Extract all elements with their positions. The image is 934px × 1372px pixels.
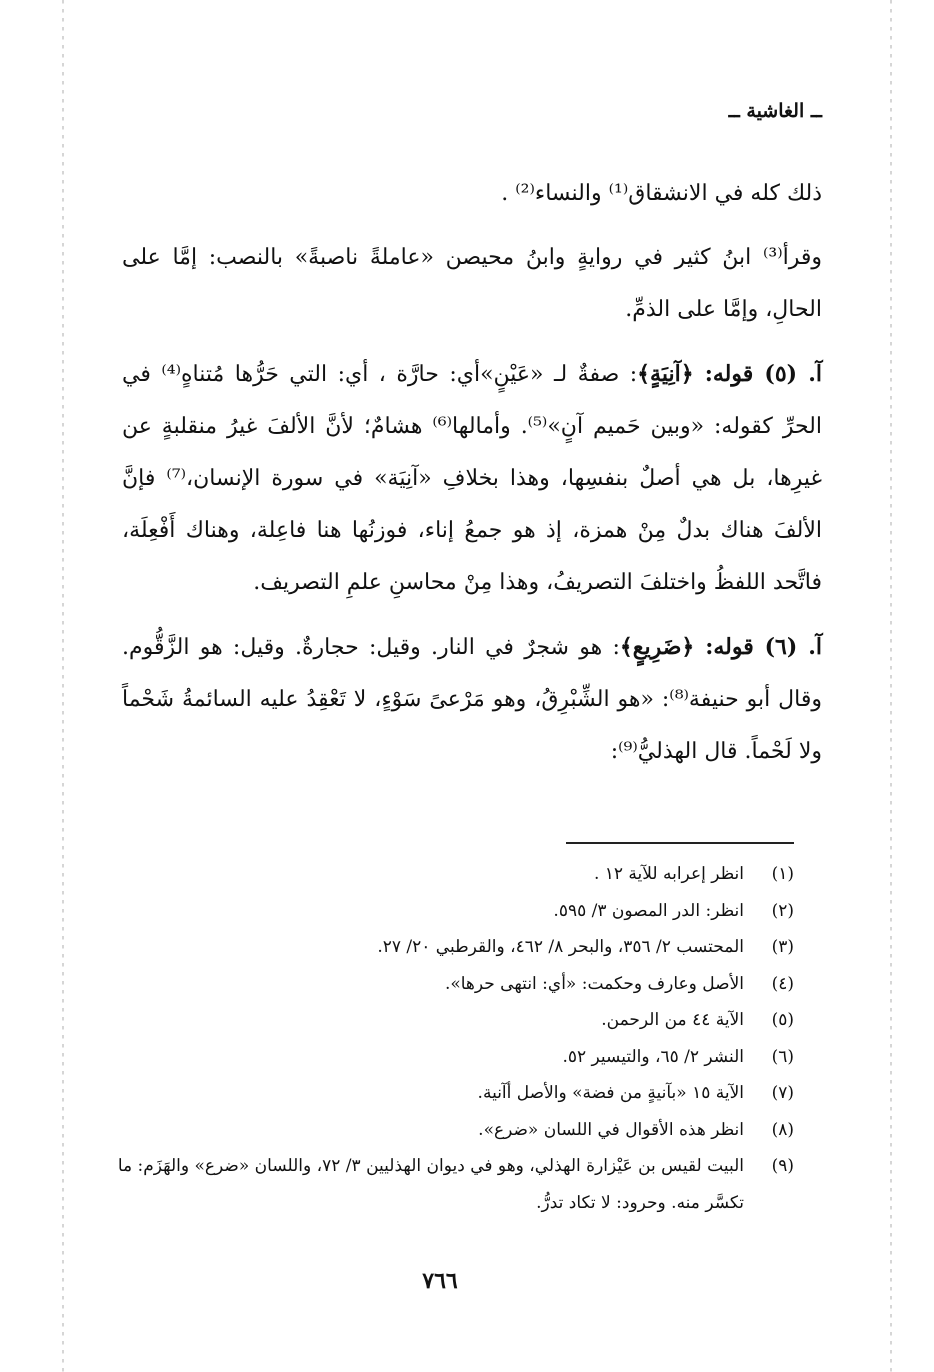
main-text xyxy=(122,168,822,784)
footnote-number: (٧) xyxy=(771,1083,794,1103)
footnote-item xyxy=(114,856,794,893)
footnote-number: (٦) xyxy=(771,1046,794,1067)
footnote-item xyxy=(114,893,794,930)
footnote-item xyxy=(114,1148,794,1221)
footnote-number: (٤) xyxy=(771,973,794,994)
footnote-text: الآية ١٥ «بآنيةٍ من فضة» والأصل أآنية. xyxy=(477,1083,744,1103)
page-edge-dots-right xyxy=(890,0,892,1372)
footnote-text: النشر ٢/ ٦٥، والتيسير ٥٢. xyxy=(562,1046,744,1067)
footnote-item xyxy=(114,929,794,966)
running-header: ــ الغاشية ــ xyxy=(728,100,822,122)
footnote-number: (٨) xyxy=(771,1119,794,1140)
paragraph-2: وقرأ⁽³⁾ ابنُ كثير في روايةٍ وابنُ محيصن «عاملةً ناصبةً» بالنصب: إمَّا على الحالِ، وإمَّا على الذمِّ. xyxy=(122,245,822,322)
footnote-item xyxy=(114,1112,794,1149)
page-edge-dots-left xyxy=(62,0,64,1372)
footnote-number: (٩) xyxy=(771,1156,794,1176)
paragraph-4-text: : هو شجرٌ في النار. وقيل: حجارةٌ. وقيل: هو الزَّقُّوم. وقال أبو حنيفة⁽⁸⁾: «هو الشِّبْرِقُ، وهو مَرْعىً سَوْءٍ، لا تَعْقِدُ عليه السائمةُ شَحْماً ولا لَحْماً. قال الهذليُّ⁽⁹⁾: xyxy=(122,635,822,764)
paragraph-3-text: : صفةٌ لـ «عَيْنٍ»أي: حارَّة ، أي: التي حَرُّها مُتناهٍ⁽⁴⁾ في الحرِّ كقوله: «وبين حَميم آنٍ»⁽⁵⁾. وأمالها⁽⁶⁾ هشامٌ؛ لأنَّ الألفَ غيرُ منقلبةٍ عن غيرِها، بل هي أصلٌ بنفسِها، وهذا بخلافِ «آنِيَة» في سورة الإنسان،⁽⁷⁾ فإنَّ الألفَ هناك بدلٌ مِنْ همزة، إذ هو جمعُ إناء، فوزنُها هنا فاعِلة، وهناك أَفْعِلَة، فاتَّحد اللفظُ واختلفَ التصريفُ، وهذا مِنْ محاسنِ علمِ التصريف. xyxy=(122,362,822,595)
footnote-separator xyxy=(566,842,794,844)
footnote-text: انظر إعرابه للآية ١٢ . xyxy=(593,864,744,884)
footnote-number: (٣) xyxy=(771,937,794,957)
footnotes-list xyxy=(114,856,794,1221)
footnote-text: البيت لقيس بن عَيْزارة الهذلي، وهو في ديوان الهذليين ٣/ ٧٢، واللسان «ضرع» والهَزَم: ما تكسَّر منه. وحرود: لا تكاد تدرُّ. xyxy=(117,1156,744,1213)
paragraph-3 xyxy=(122,348,822,609)
page-number: ٧٦٦ xyxy=(422,1268,458,1294)
verse-reference-5: آ. (٥) قوله: ﴿آنِيَةٍ﴾ xyxy=(637,361,822,387)
footnote-text: المحتسب ٢/ ٣٥٦، والبحر ٨/ ٤٦٢، والقرطبي ٢٠/ ٢٧. xyxy=(377,937,744,957)
footnote-text: الآية ٤٤ من الرحمن. xyxy=(601,1010,744,1030)
paragraph-1: ذلك كله في الانشقاق⁽¹⁾ والنساء⁽²⁾ . xyxy=(501,181,822,206)
footnote-text: انظر هذه الأقوال في اللسان «ضرع». xyxy=(478,1119,744,1140)
footnote-text: انظر: الدر المصون ٣/ ٥٩٥. xyxy=(553,900,744,921)
footnote-number: (٢) xyxy=(771,900,794,921)
footnote-item xyxy=(114,1002,794,1039)
footnote-text: الأصل وعارف وحكمت: «أي: انتهى حرها». xyxy=(444,973,744,994)
paragraph-4 xyxy=(122,621,822,778)
verse-reference-6: آ. (٦) قوله: ﴿ضَرِيعٍ﴾ xyxy=(619,634,822,660)
footnote-item xyxy=(114,1075,794,1112)
footnote-item xyxy=(114,966,794,1003)
footnote-number: (١) xyxy=(771,864,794,884)
footnote-number: (٥) xyxy=(771,1010,794,1030)
footnote-item xyxy=(114,1039,794,1076)
